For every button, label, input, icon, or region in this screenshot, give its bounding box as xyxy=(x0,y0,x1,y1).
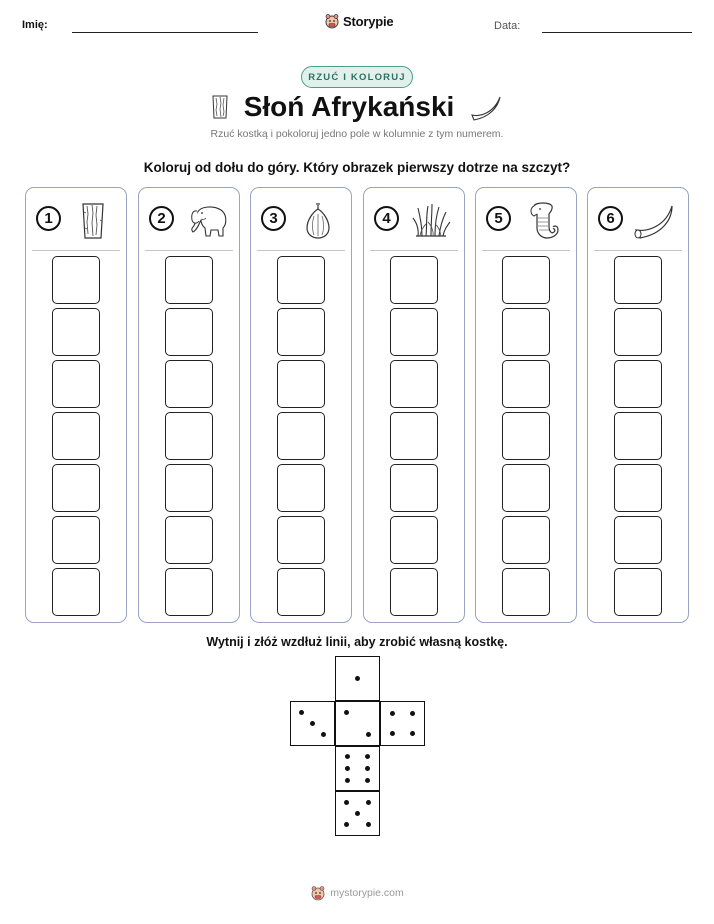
tree-bark-icon xyxy=(70,200,116,240)
tree-bark-icon xyxy=(210,94,230,120)
color-cell[interactable] xyxy=(390,464,438,512)
column-header xyxy=(476,188,576,250)
column-number: 6 xyxy=(598,206,623,231)
footer xyxy=(0,885,714,901)
color-cell[interactable] xyxy=(52,308,100,356)
brand-name: Storypie xyxy=(343,13,394,29)
cell-stack xyxy=(614,256,662,616)
color-cell[interactable] xyxy=(502,464,550,512)
color-cell[interactable] xyxy=(502,516,550,564)
title-row xyxy=(0,88,714,126)
grass-tuft-icon xyxy=(408,200,454,240)
color-cell[interactable] xyxy=(277,308,325,356)
date-line xyxy=(542,32,692,33)
column-number: 4 xyxy=(374,206,399,231)
color-cell[interactable] xyxy=(52,412,100,460)
column-4 xyxy=(363,187,465,623)
color-cell[interactable] xyxy=(390,516,438,564)
fig-icon xyxy=(295,200,341,240)
footer-url[interactable]: mystorypie.com xyxy=(330,887,404,899)
cut-instruction: Wytnij i złóż wzdłuż linii, aby zrobić własną kostkę. xyxy=(206,635,508,649)
cell-stack xyxy=(52,256,100,616)
color-cell[interactable] xyxy=(390,360,438,408)
elephant-trunk-icon xyxy=(520,200,566,240)
color-cell[interactable] xyxy=(390,412,438,460)
coloring-instruction: Koloruj od dołu do góry. Który obrazek pierwszy dotrze na szczyt? xyxy=(143,160,571,175)
color-cell[interactable] xyxy=(165,568,213,616)
color-cell[interactable] xyxy=(614,308,662,356)
color-cell[interactable] xyxy=(277,464,325,512)
die-face-6 xyxy=(335,746,380,791)
color-cell[interactable] xyxy=(502,360,550,408)
color-cell[interactable] xyxy=(52,360,100,408)
die-face-1 xyxy=(335,656,380,701)
color-cell[interactable] xyxy=(277,360,325,408)
color-cell[interactable] xyxy=(502,412,550,460)
color-cell[interactable] xyxy=(277,256,325,304)
column-header xyxy=(251,188,351,250)
column-header xyxy=(139,188,239,250)
brand-logo xyxy=(324,13,393,29)
color-cell[interactable] xyxy=(165,412,213,460)
cell-stack xyxy=(277,256,325,616)
color-cell[interactable] xyxy=(277,412,325,460)
storypie-mascot-icon xyxy=(324,13,340,29)
column-header xyxy=(364,188,464,250)
color-cell[interactable] xyxy=(390,256,438,304)
column-divider xyxy=(145,250,233,251)
activity-badge: RZUĆ I KOLORUJ xyxy=(301,66,413,88)
color-cell[interactable] xyxy=(502,568,550,616)
color-cell[interactable] xyxy=(390,308,438,356)
column-divider xyxy=(32,250,120,251)
column-header xyxy=(588,188,688,250)
color-cell[interactable] xyxy=(502,256,550,304)
color-cell[interactable] xyxy=(165,308,213,356)
color-cell[interactable] xyxy=(614,412,662,460)
column-number: 1 xyxy=(36,206,61,231)
color-cell[interactable] xyxy=(277,568,325,616)
color-cell[interactable] xyxy=(52,464,100,512)
column-number: 5 xyxy=(486,206,511,231)
die-face-2 xyxy=(335,701,380,746)
color-cell[interactable] xyxy=(52,568,100,616)
column-divider xyxy=(370,250,458,251)
color-cell[interactable] xyxy=(165,464,213,512)
column-number: 2 xyxy=(149,206,174,231)
column-number: 3 xyxy=(261,206,286,231)
color-cell[interactable] xyxy=(614,568,662,616)
color-cell[interactable] xyxy=(165,256,213,304)
storypie-mascot-icon xyxy=(310,885,326,901)
name-label: Imię: xyxy=(22,19,48,31)
name-line xyxy=(72,32,258,33)
cell-stack xyxy=(165,256,213,616)
color-cell[interactable] xyxy=(614,256,662,304)
elephant-icon xyxy=(183,200,229,240)
column-6 xyxy=(587,187,689,623)
color-cell[interactable] xyxy=(614,464,662,512)
tusk-icon xyxy=(632,200,678,240)
date-label: Data: xyxy=(494,20,521,32)
die-face-5 xyxy=(335,791,380,836)
die-face-4 xyxy=(380,701,425,746)
column-divider xyxy=(257,250,345,251)
color-cell[interactable] xyxy=(614,360,662,408)
column-2 xyxy=(138,187,240,623)
color-cell[interactable] xyxy=(502,308,550,356)
column-5 xyxy=(475,187,577,623)
color-cell[interactable] xyxy=(165,516,213,564)
color-cell[interactable] xyxy=(165,360,213,408)
color-cell[interactable] xyxy=(52,516,100,564)
column-divider xyxy=(594,250,682,251)
column-divider xyxy=(482,250,570,251)
color-cell[interactable] xyxy=(52,256,100,304)
cell-stack xyxy=(502,256,550,616)
color-cell[interactable] xyxy=(390,568,438,616)
column-header xyxy=(26,188,126,250)
subtitle: Rzuć kostką i pokoloruj jedno pole w kolumnie z tym numerem. xyxy=(210,128,504,140)
color-cell[interactable] xyxy=(614,516,662,564)
column-1 xyxy=(25,187,127,623)
page-title: Słoń Afrykański xyxy=(243,91,455,122)
cell-stack xyxy=(390,256,438,616)
column-3 xyxy=(250,187,352,623)
tusk-icon xyxy=(470,93,504,121)
color-cell[interactable] xyxy=(277,516,325,564)
die-face-3 xyxy=(290,701,335,746)
